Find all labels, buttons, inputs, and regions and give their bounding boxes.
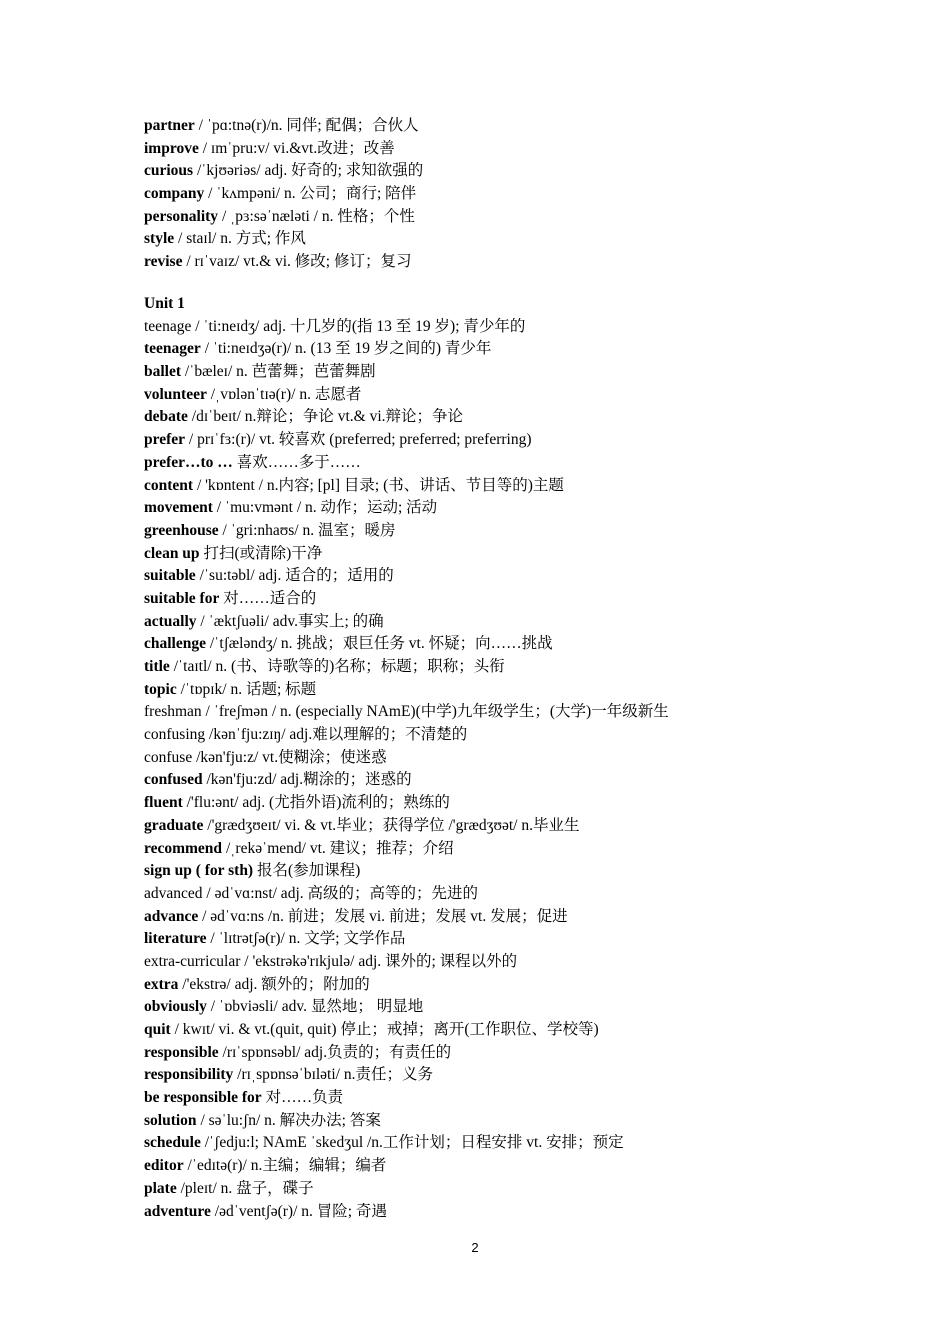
definition: /ˈkjʊəriəs/ adj. 好奇的; 求知欲强的 [193,162,424,180]
headword: obviously [144,998,207,1016]
unit-section [144,293,924,1223]
vocab-entry [144,611,924,634]
definition: /pleɪt/ n. 盘子，碟子 [176,1179,314,1197]
definition: / prɪˈfɜ:(r)/ vt. 较喜欢 (preferred; preferred; preferring) [185,431,532,449]
definition: /ˈtʃæləndʒ/ n. 挑战；艰巨任务 vt. 怀疑；向……挑战 [206,635,553,653]
vocab-entry [144,228,924,251]
vocab-entry [144,1201,924,1224]
definition: /kənˈfju:zɪŋ/ adj.难以理解的；不清楚的 [205,726,468,744]
headword: challenge [144,635,206,653]
vocab-entry [144,633,924,656]
definition: / ˈgri:nhaʊs/ n. 温室；暖房 [218,521,396,539]
vocab-entry [144,860,924,883]
definition: / 'kɒntent / n.内容; [pl] 目录; (书、讲话、节目等的)主题 [193,476,564,494]
vocab-entry [144,520,924,543]
vocab-entry [144,475,924,498]
vocab-entry [144,206,924,229]
headword: graduate [144,816,204,834]
vocab-entry [144,1132,924,1155]
vocab-entry [144,160,924,183]
headword: personality [144,207,219,225]
definition: /'flu:ənt/ adj. (尤指外语)流利的；熟练的 [182,794,450,812]
definition: /'ekstrə/ adj. 额外的；附加的 [178,975,370,993]
vocab-list-continued [144,115,924,274]
definition: /ˌrekəˈmend/ vt. 建议；推荐；介绍 [222,839,454,857]
definition: / ˌpɜ:səˈnæləti / n. 性格；个性 [218,207,415,225]
definition: / rɪˈvaɪz/ vt.& vi. 修改; 修订；复习 [182,253,412,271]
definition: / ədˈvɑ:ns /n. 前进；发展 vi. 前进；发展 vt. 发展；促进 [198,907,568,925]
vocab-entry [144,1155,924,1178]
headword: ballet [144,363,182,381]
vocab-entry [144,747,924,770]
definition: / ˈti:neɪdʒə(r)/ n. (13 至 19 岁之间的) 青少年 [200,340,492,358]
headword: actually [144,612,197,630]
definition: /'grædʒʊeɪt/ vi. & vt.毕业；获得学位 /'grædʒʊət/ n.毕业生 [203,816,580,834]
definition: /ˌvɒlənˈtɪə(r)/ n. 志愿者 [206,385,362,403]
definition: / ˈkʌmpəni/ n. 公司；商行; 陪伴 [204,185,417,203]
definition: /dɪˈbeɪt/ n.辩论；争论 vt.& vi.辩论；争论 [187,408,464,426]
definition: 对……适合的 [219,589,317,607]
definition: 喜欢……多于…… [232,453,361,471]
vocab-entry [144,1064,924,1087]
vocab-entry [144,951,924,974]
headword: volunteer [144,385,207,403]
headword: company [144,185,205,203]
headword: title [144,658,170,675]
vocab-entry [144,928,924,951]
vocab-entry [144,701,924,724]
definition: / ɪmˈpru:v/ vi.&vt.改进；改善 [198,139,395,157]
headword: prefer…to … [144,453,233,471]
definition: /ədˈventʃə(r)/ n. 冒险; 奇遇 [210,1202,387,1220]
headword: suitable for [144,589,220,607]
definition: /kən'fju:zd/ adj.糊涂的；迷惑的 [202,771,412,789]
definition: / kwɪt/ vi. & vt.(quit, quit) 停止；戒掉；离开(工作职位、学校等) [170,1021,599,1038]
definition: / ˈpɑ:tnə(r)/n. 同伴; 配偶；合伙人 [194,117,419,134]
headword: confused [144,771,203,789]
vocab-entry [144,1178,924,1201]
definition: / ˈmu:vmənt / n. 动作；运动; 活动 [212,499,438,517]
headword: improve [144,139,199,157]
definition: /rɪˈspɒnsəbl/ adj.负责的；有责任的 [218,1043,452,1061]
vocab-entry [144,588,924,611]
headword: revise [144,253,183,271]
definition: / ˈæktʃuəli/ adv.事实上; 的确 [196,612,384,630]
vocab-entry [144,815,924,838]
page-number: 2 [471,1240,479,1255]
vocab-entry [144,883,924,906]
headword: debate [144,408,188,426]
headword: partner [144,117,195,134]
definition: / 'ekstrəkə'rɪkjulə/ adj. 课外的; 课程以外的 [240,952,518,970]
definition: / ˈfreʃmən / n. (especially NAmE)(中学)九年级学生；(大学)一年级新生 [201,703,669,721]
headword: sign up ( for sth) [144,862,254,880]
headword: be responsible for [144,1089,262,1107]
vocab-entry [144,183,924,206]
definition: / ˈti:neɪdʒ/ adj. 十几岁的(指 13 至 19 岁); 青少年的 [191,317,526,335]
definition: /ˈʃedju:l; NAmE ˈskedʒul /n.工作计划；日程安排 vt. 安排；预定 [200,1134,624,1152]
headword: advance [144,907,199,925]
definition: /ˈsu:təbl/ adj. 适合的；适用的 [195,567,394,585]
headword: advanced [144,884,203,902]
headword: confusing [144,726,206,744]
definition: /ˈbæleɪ/ n. 芭蕾舞；芭蕾舞剧 [181,363,376,381]
vocab-entry [144,792,924,815]
definition: / staɪl/ n. 方式; 作风 [174,230,306,248]
headword: extra [144,975,179,993]
vocab-entry [144,316,924,339]
headword: movement [144,499,213,517]
definition: / ˈlɪtrətʃə(r)/ n. 文学; 文学作品 [206,930,406,948]
definition: / ədˈvɑ:nst/ adj. 高级的；高等的；先进的 [202,884,478,902]
headword: topic [144,680,177,698]
headword: confuse [144,748,193,766]
vocab-entry [144,656,924,679]
headword: adventure [144,1202,211,1220]
vocab-entry [144,996,924,1019]
vocab-entry [144,1019,924,1042]
vocab-entry [144,1042,924,1065]
headword: content [144,476,194,494]
vocab-entry [144,769,924,792]
vocab-entry [144,543,924,566]
headword: prefer [144,431,186,449]
headword: freshman [144,703,202,721]
headword: recommend [144,839,223,857]
vocab-entry [144,429,924,452]
headword: greenhouse [144,521,219,539]
unit-vocab-list [144,316,924,1224]
unit-heading: Unit 1 [144,295,185,312]
headword: teenager [144,340,201,358]
vocab-entry [144,251,924,274]
vocab-entry [144,406,924,429]
definition: 打扫(或清除)干净 [199,544,323,562]
headword: fluent [144,794,183,812]
definition: /ˈedɪtə(r)/ n.主编；编辑；编者 [183,1157,387,1175]
vocab-entry [144,138,924,161]
vocab-entry [144,679,924,702]
vocab-entry [144,384,924,407]
headword: responsible [144,1043,219,1061]
headword: schedule [144,1134,201,1152]
vocab-entry [144,361,924,384]
headword: quit [144,1021,171,1038]
vocab-entry [144,452,924,475]
headword: editor [144,1157,184,1175]
headword: responsibility [144,1066,234,1084]
headword: curious [144,162,194,180]
vocab-entry [144,1087,924,1110]
definition: /ˈtaɪtl/ n. (书、诗歌等的)名称；标题；职称；头衔 [169,658,505,675]
definition: / səˈlu:ʃn/ n. 解决办法; 答案 [196,1111,381,1129]
vocab-entry [144,565,924,588]
vocab-entry [144,1110,924,1133]
vocab-entry [144,338,924,361]
definition: /ˈtɒpɪk/ n. 话题; 标题 [176,680,317,698]
headword: extra-curricular [144,952,241,970]
vocab-entry [144,838,924,861]
headword: clean up [144,544,200,562]
vocab-entry [144,115,924,138]
definition: 对……负责 [261,1089,344,1107]
definition: 报名(参加课程) [253,862,361,880]
vocab-entry [144,906,924,929]
vocab-entry [144,724,924,747]
headword: solution [144,1111,197,1129]
headword: style [144,230,175,248]
vocab-entry [144,974,924,997]
headword: teenage [144,317,192,335]
headword: suitable [144,567,196,585]
headword: plate [144,1179,177,1197]
headword: literature [144,930,207,948]
definition: /kən'fju:z/ vt.使糊涂；使迷惑 [192,748,387,766]
definition: / ˈɒbviəsli/ adv. 显然地； 明显地 [206,998,424,1016]
definition: /rɪˌspɒnsəˈbɪləti/ n.责任；义务 [233,1066,433,1084]
vocab-entry [144,497,924,520]
